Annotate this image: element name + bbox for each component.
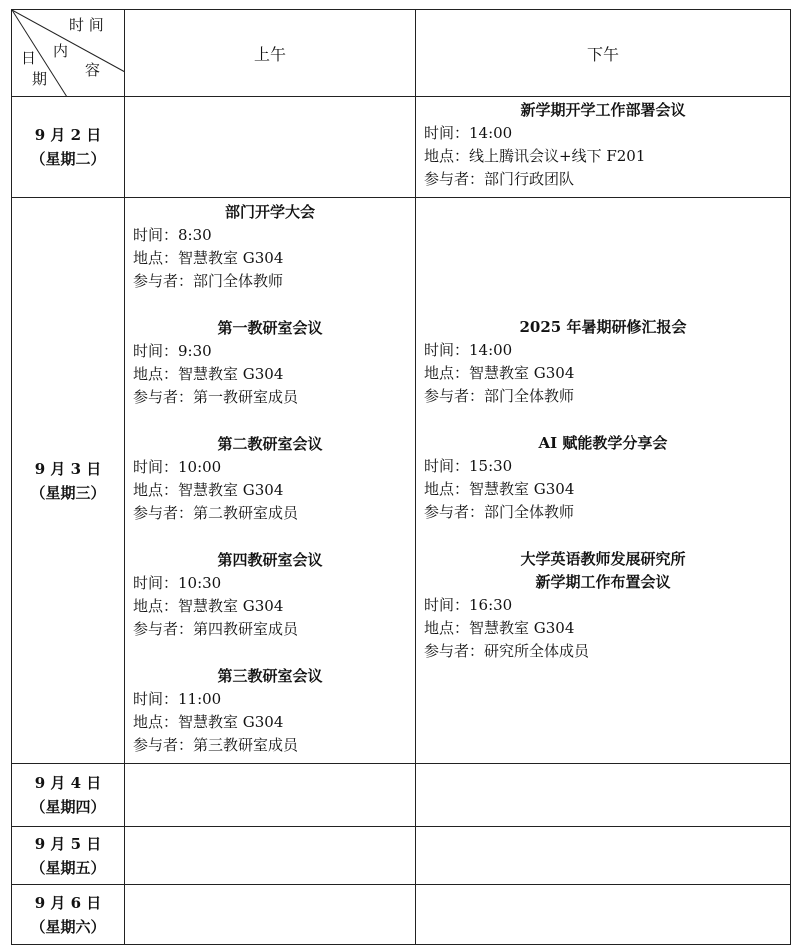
weekday-label: （星期三） bbox=[30, 483, 106, 502]
event-participants: 参与者：部门全体教师 bbox=[424, 503, 575, 521]
date-label: 9 月 5 日 bbox=[34, 834, 102, 853]
event-place: 地点：线上腾讯会议+线下 F201 bbox=[424, 147, 646, 165]
date-cell bbox=[12, 97, 125, 198]
event-block bbox=[424, 548, 790, 663]
event-participants: 参与者：第三教研室成员 bbox=[133, 736, 299, 754]
date-cell bbox=[12, 764, 125, 827]
event-title-line-2: 新学期工作布置会议 bbox=[535, 573, 671, 591]
weekday-label: （星期六） bbox=[30, 917, 106, 936]
event-participants: 参与者：部门行政团队 bbox=[424, 170, 575, 188]
am-cell-empty bbox=[125, 827, 416, 885]
event-title: 第二教研室会议 bbox=[217, 435, 323, 453]
event-title: 2025 年暑期研修汇报会 bbox=[519, 318, 687, 336]
event-place: 地点：智慧教室 G304 bbox=[133, 481, 284, 499]
date-label: 9 月 2 日 bbox=[34, 126, 102, 144]
event-title: 第四教研室会议 bbox=[217, 551, 323, 569]
event-time: 时间：9:30 bbox=[133, 342, 212, 360]
event-time: 时间：15:30 bbox=[424, 457, 513, 475]
event-participants: 参与者：研究所全体成员 bbox=[424, 642, 590, 660]
event-title: AI 赋能教学分享会 bbox=[538, 434, 668, 452]
table-row bbox=[12, 198, 791, 764]
event-time: 时间：14:00 bbox=[424, 341, 513, 359]
event-block bbox=[133, 549, 415, 641]
pm-cell bbox=[416, 97, 791, 198]
event-title: 大学英语教师发展研究所 bbox=[520, 550, 686, 568]
event-title: 第三教研室会议 bbox=[217, 667, 323, 685]
table-row bbox=[12, 764, 791, 827]
am-cell-empty bbox=[125, 885, 416, 945]
event-participants: 参与者：第二教研室成员 bbox=[133, 504, 299, 522]
event-block bbox=[424, 316, 790, 408]
event-place: 地点：智慧教室 G304 bbox=[133, 597, 284, 615]
event-place: 地点：智慧教室 G304 bbox=[424, 480, 575, 498]
am-cell-empty bbox=[125, 97, 416, 198]
event-place: 地点：智慧教室 G304 bbox=[133, 249, 284, 267]
header-pm: 下午 bbox=[416, 10, 791, 97]
date-label: 9 月 4 日 bbox=[34, 774, 102, 792]
event-participants: 参与者：第一教研室成员 bbox=[133, 388, 299, 406]
event-place: 地点：智慧教室 G304 bbox=[424, 619, 575, 637]
pm-cell-empty bbox=[416, 764, 791, 827]
event-block bbox=[133, 665, 415, 757]
weekday-label: （星期二） bbox=[30, 150, 106, 168]
pm-cell-empty bbox=[416, 885, 791, 945]
table-row bbox=[12, 885, 791, 945]
event-block bbox=[424, 432, 790, 524]
event-block bbox=[133, 317, 415, 409]
date-cell bbox=[12, 198, 125, 764]
corner-cell bbox=[12, 10, 125, 97]
event-time: 时间：11:00 bbox=[133, 690, 222, 708]
event-participants: 参与者：第四教研室成员 bbox=[133, 620, 299, 638]
weekday-label: （星期五） bbox=[30, 858, 106, 877]
event-time: 时间：14:00 bbox=[424, 124, 513, 142]
event-participants: 参与者：部门全体教师 bbox=[424, 387, 575, 405]
event-participants: 参与者：部门全体教师 bbox=[133, 272, 284, 290]
corner-date-label-2: 期 bbox=[32, 70, 48, 88]
corner-content-label: 内 bbox=[53, 42, 69, 60]
am-cell bbox=[125, 198, 416, 764]
event-place: 地点：智慧教室 G304 bbox=[133, 365, 284, 383]
corner-date-label: 日 bbox=[21, 49, 37, 67]
corner-time-label: 时 间 bbox=[69, 16, 104, 34]
date-label: 9 月 6 日 bbox=[34, 893, 102, 912]
weekday-label: （星期四） bbox=[30, 798, 106, 816]
table-row bbox=[12, 97, 791, 198]
date-cell bbox=[12, 885, 125, 945]
date-label: 9 月 3 日 bbox=[34, 459, 102, 478]
event-block bbox=[424, 99, 790, 191]
event-place: 地点：智慧教室 G304 bbox=[424, 364, 575, 382]
pm-cell bbox=[416, 198, 791, 764]
event-time: 时间：10:00 bbox=[133, 458, 222, 476]
am-cell-empty bbox=[125, 764, 416, 827]
date-cell bbox=[12, 827, 125, 885]
schedule-table bbox=[11, 9, 791, 945]
event-time: 时间：16:30 bbox=[424, 596, 513, 614]
event-title: 部门开学大会 bbox=[224, 203, 315, 221]
header-row bbox=[12, 10, 791, 97]
event-time: 时间：10:30 bbox=[133, 574, 222, 592]
event-title: 第一教研室会议 bbox=[217, 319, 323, 337]
pm-cell-empty bbox=[416, 827, 791, 885]
event-block bbox=[133, 433, 415, 525]
corner-content-label-2: 容 bbox=[85, 61, 101, 79]
event-time: 时间：8:30 bbox=[133, 226, 212, 244]
event-title: 新学期开学工作部署会议 bbox=[520, 101, 686, 119]
event-place: 地点：智慧教室 G304 bbox=[133, 713, 284, 731]
event-block bbox=[133, 201, 415, 293]
table-row bbox=[12, 827, 791, 885]
header-am: 上午 bbox=[125, 10, 416, 97]
